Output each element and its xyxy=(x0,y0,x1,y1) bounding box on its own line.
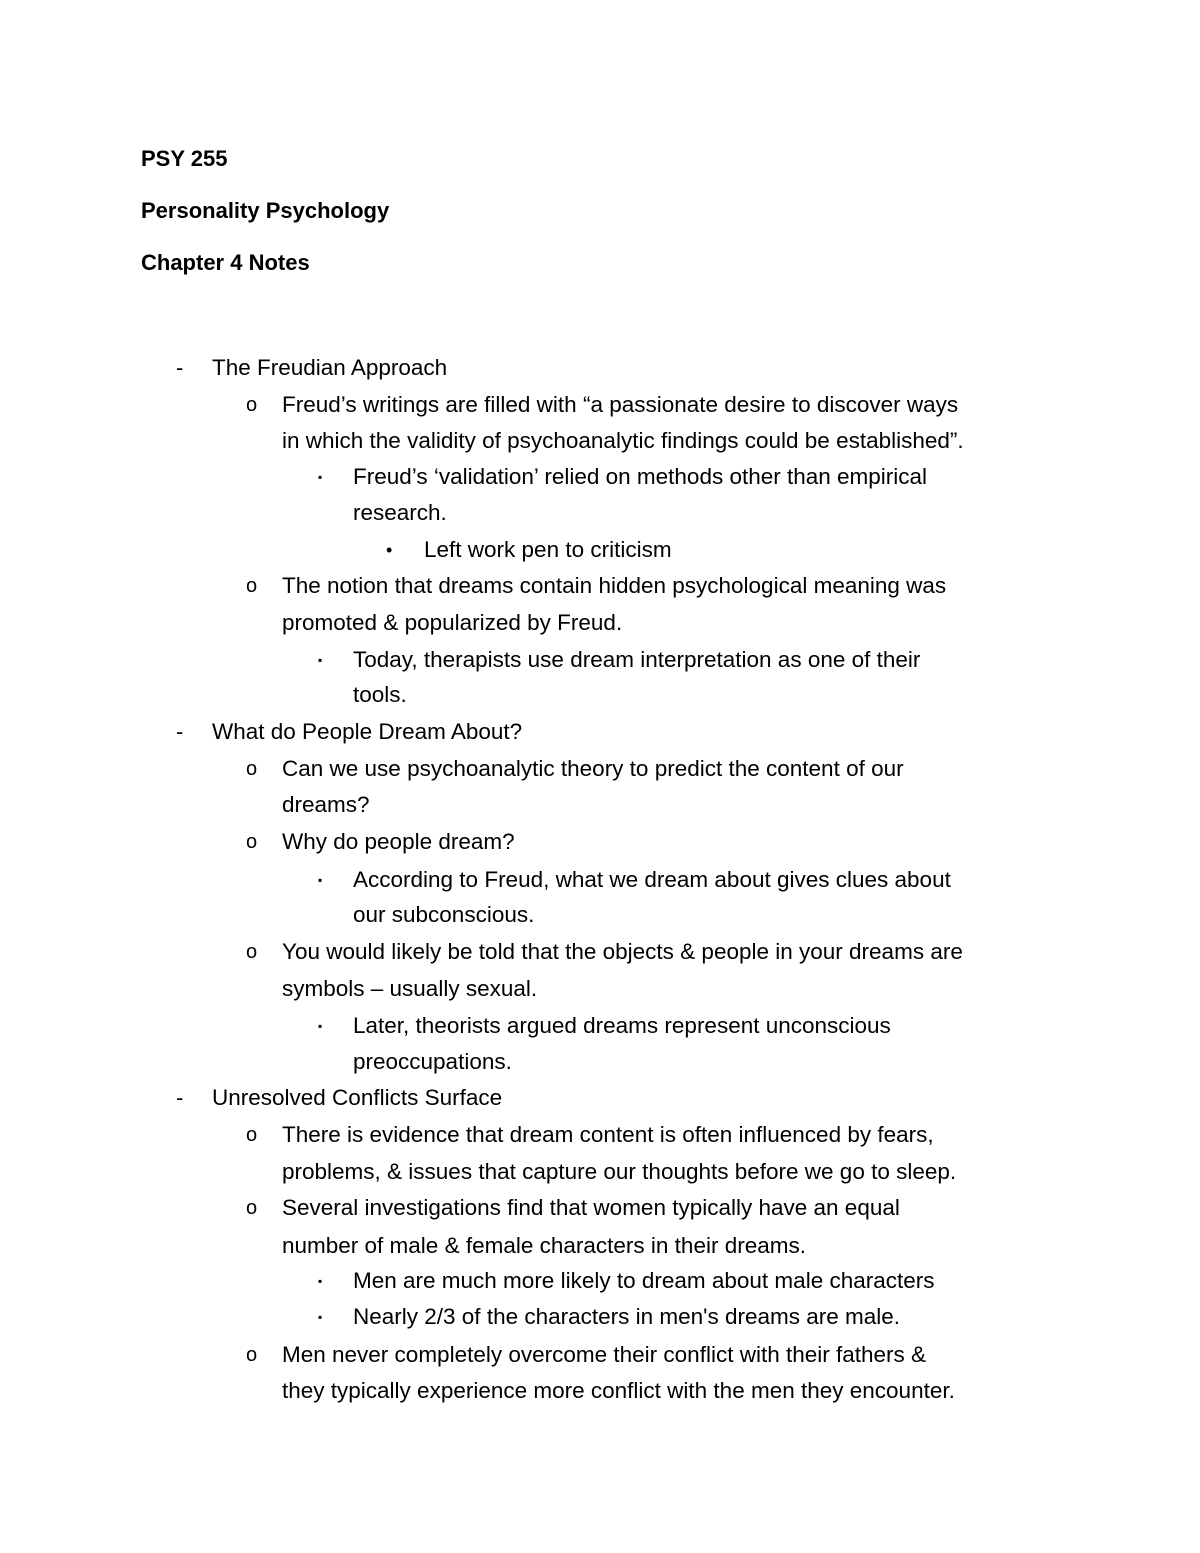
note-line: According to Freud, what we dream about gives clues about xyxy=(353,867,951,892)
square-bullet: ▪ xyxy=(318,1310,323,1324)
note-line: Several investigations find that women typically have an equal xyxy=(282,1195,900,1220)
note-line: preoccupations. xyxy=(353,1049,512,1074)
course-code: PSY 255 xyxy=(141,146,228,171)
note-line: Men are much more likely to dream about male characters xyxy=(353,1268,935,1293)
section-heading: The Freudian Approach xyxy=(212,355,448,380)
note-line: problems, & issues that capture our thoughts before we go to sleep. xyxy=(282,1159,957,1184)
note-line: Why do people dream? xyxy=(282,829,515,854)
note-line: Men never completely overcome their conflict with their fathers & xyxy=(282,1342,927,1367)
note-line: Nearly 2/3 of the characters in men's dreams are male. xyxy=(353,1304,901,1329)
dash-bullet: - xyxy=(176,719,184,744)
circle-bullet: o xyxy=(246,1344,258,1366)
note-line: You would likely be told that the objects & people in your dreams are xyxy=(282,939,963,964)
section-heading: Unresolved Conflicts Surface xyxy=(212,1085,503,1110)
note-line: There is evidence that dream content is often influenced by fears, xyxy=(282,1122,934,1147)
dash-bullet: - xyxy=(176,355,184,380)
circle-bullet: o xyxy=(246,394,258,416)
note-line: our subconscious. xyxy=(353,902,535,927)
note-line: Freud’s writings are filled with “a passionate desire to discover ways xyxy=(282,392,959,417)
note-line: tools. xyxy=(353,682,407,707)
note-line: Later, theorists argued dreams represent unconscious xyxy=(353,1013,891,1038)
note-line: Today, therapists use dream interpretation as one of their xyxy=(353,647,921,672)
note-line: in which the validity of psychoanalytic findings could be established”. xyxy=(282,428,964,453)
note-line: Freud’s ‘validation’ relied on methods other than empirical xyxy=(353,464,928,489)
circle-bullet: o xyxy=(246,831,258,853)
note-line: they typically experience more conflict with the men they encounter. xyxy=(282,1378,955,1403)
course-subject: Personality Psychology xyxy=(141,198,390,223)
note-line: Left work pen to criticism xyxy=(424,537,672,562)
note-line: research. xyxy=(353,500,447,525)
note-line: Can we use psychoanalytic theory to predict the content of our xyxy=(282,756,904,781)
square-bullet: ▪ xyxy=(318,1274,323,1288)
note-line: The notion that dreams contain hidden psychological meaning was xyxy=(282,573,947,598)
chapter-title: Chapter 4 Notes xyxy=(141,250,310,275)
dot-bullet: • xyxy=(386,540,393,560)
section-heading: What do People Dream About? xyxy=(212,719,523,744)
circle-bullet: o xyxy=(246,758,258,780)
circle-bullet: o xyxy=(246,941,258,963)
square-bullet: ▪ xyxy=(318,653,323,667)
note-line: dreams? xyxy=(282,792,370,817)
note-line: number of male & female characters in their dreams. xyxy=(282,1233,806,1258)
note-line: promoted & popularized by Freud. xyxy=(282,610,623,635)
circle-bullet: o xyxy=(246,575,258,597)
square-bullet: ▪ xyxy=(318,470,323,484)
square-bullet: ▪ xyxy=(318,873,323,887)
circle-bullet: o xyxy=(246,1197,258,1219)
circle-bullet: o xyxy=(246,1124,258,1146)
note-line: symbols – usually sexual. xyxy=(282,976,538,1001)
square-bullet: ▪ xyxy=(318,1019,323,1033)
dash-bullet: - xyxy=(176,1085,184,1110)
